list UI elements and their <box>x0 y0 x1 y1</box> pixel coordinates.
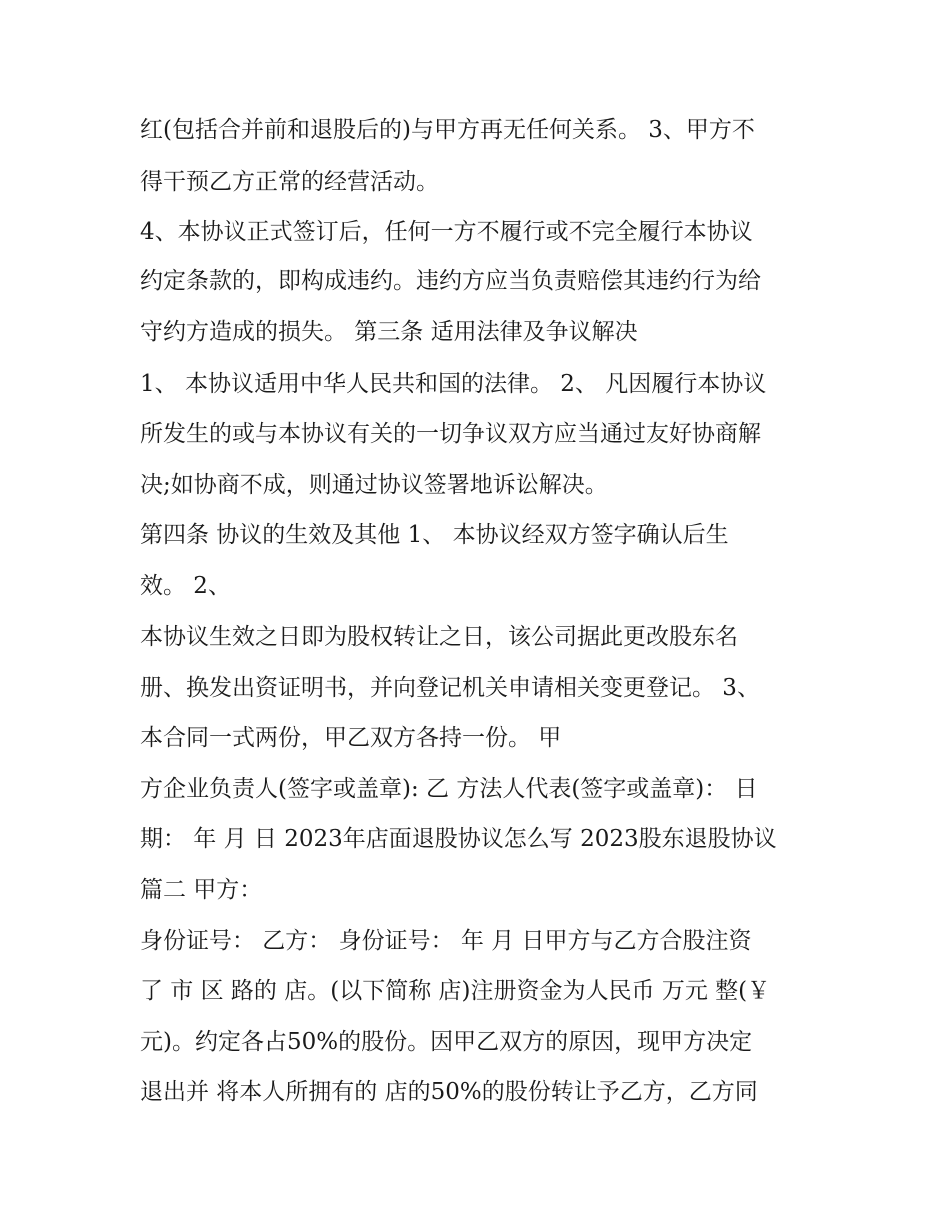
text-line: 元)。约定各占50%的股份。因甲乙双方的原因，现甲方决定 <box>140 1029 753 1055</box>
text-line: 册、换发出资证明书，并向登记机关申请相关变更登记。 3、 <box>140 675 760 701</box>
text-line: 方企业负责人(签字或盖章): 乙 方法人代表(签字或盖章)： 日 <box>140 776 758 802</box>
text-line: 约定条款的，即构成违约。违约方应当负责赔偿其违约行为给 <box>140 268 761 294</box>
text-line: 期： 年 月 日 2023年店面退股协议怎么写 2023股东退股协议 <box>140 826 777 852</box>
text-line: 第四条 协议的生效及其他 1、 本协议经双方签字确认后生 <box>140 522 729 548</box>
text-line: 4、本协议正式签订后，任何一方不履行或不完全履行本协议 <box>140 219 753 245</box>
text-line: 守约方造成的损失。 第三条 适用法律及争议解决 <box>140 319 638 345</box>
text-line: 退出并 将本人所拥有的 店的50%的股份转让予乙方，乙方同 <box>140 1079 758 1105</box>
text-line: 所发生的或与本协议有关的一切争议双方应当通过友好协商解 <box>140 421 761 447</box>
text-line: 决;如协商不成，则通过协议签署地诉讼解决。 <box>140 472 608 498</box>
text-line: 得干预乙方正常的经营活动。 <box>140 169 439 195</box>
text-line: 1、 本协议适用中华人民共和国的法律。 2、 凡因履行本协议 <box>140 371 767 397</box>
text-line: 本协议生效之日即为股权转让之日，该公司据此更改股东名 <box>140 624 738 650</box>
text-line: 红(包括合并前和退股后的)与甲方再无任何关系。 3、甲方不 <box>140 117 755 143</box>
text-line: 了 市 区 路的 店。(以下简称 店)注册资金为人民币 万元 整(￥ <box>140 978 771 1004</box>
text-line: 身份证号： 乙方： 身份证号： 年 月 日甲方与乙方合股注资 <box>140 928 752 954</box>
text-line: 效。 2、 <box>140 573 231 599</box>
text-line: 本合同一式两份，甲乙双方各持一份。 甲 <box>140 725 562 751</box>
text-line: 篇二 甲方： <box>140 877 263 903</box>
